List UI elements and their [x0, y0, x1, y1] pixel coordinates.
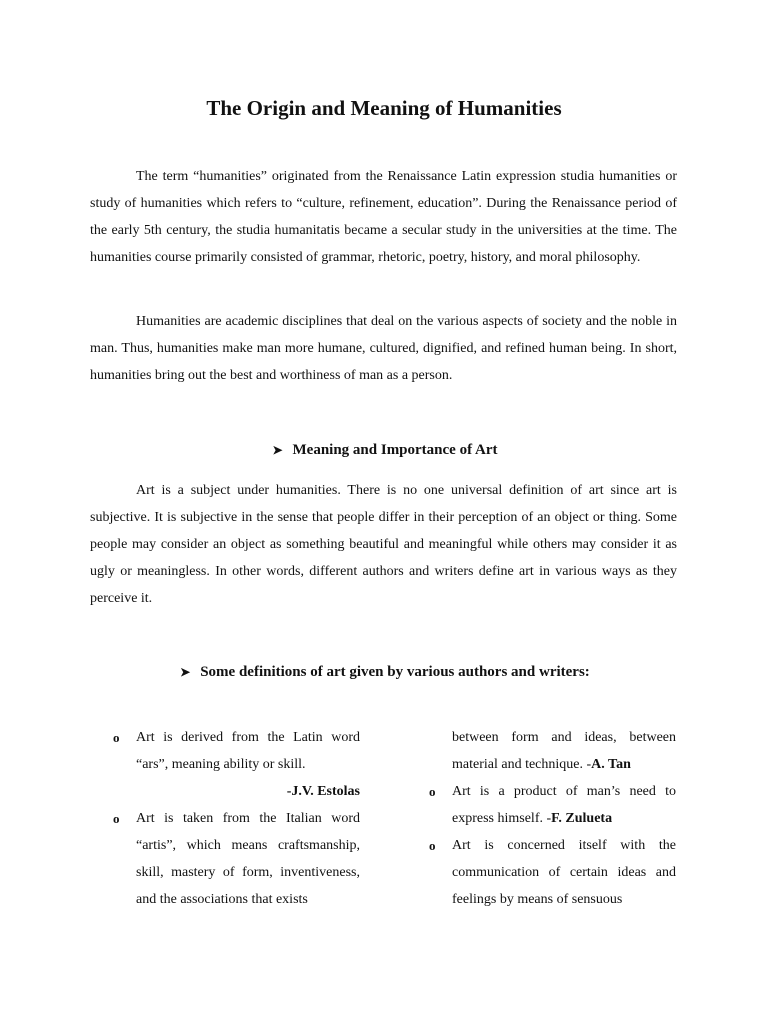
definitions-right-column	[429, 724, 676, 913]
definition-text-body: between form and ideas, between material and technique. -	[452, 730, 676, 772]
paragraph-origin: The term “humanities” originated from the Renaissance Latin expression studia humanities or study of humanities which refers to “culture, refinement, education”. During the Renaissance period of the early 5th century, the studia humanitatis became a secular study in the universities at the time. The humanities course primarily consisted of grammar, rhetoric, poetry, history, and moral philosophy.	[90, 169, 677, 265]
section-heading-meaning-of-art	[0, 439, 768, 461]
definition-item	[429, 832, 676, 913]
arrow-bullet-icon: ➤	[272, 443, 283, 457]
definition-text: Art is concerned itself with the communication of certain ideas and feelings by means of sensuous	[452, 838, 676, 907]
paragraph-humanities-definition: Humanities are academic disciplines that deal on the various aspects of society and the noble in man. Thus, humanities make man more humane, cultured, dignified, and refined human being. In short, humanities bring out the best and worthiness of man as a person.	[90, 314, 677, 383]
circle-bullet-icon: o	[429, 784, 436, 799]
paragraph-art-subject: Art is a subject under humanities. There is no one universal definition of art since art is subjective. It is subjective in the sense that people differ in their perception of an object or thing. Some people may consider an object as something beautiful and meaningful while others may consider it as ugly or meaningless. In other words, different authors and writers define art in various ways as they perceive it.	[90, 483, 677, 606]
definition-text: Art is derived from the Latin word “ars”, meaning ability or skill.	[136, 730, 360, 772]
definition-text	[452, 778, 676, 832]
definition-author: A. Tan	[591, 757, 631, 772]
definition-text: Art is taken from the Italian word “artis”, which means craftsmanship, skill, mastery of form, inventiveness, and the associations that exists	[136, 811, 360, 907]
definition-item	[113, 805, 360, 913]
definition-item	[429, 778, 676, 832]
circle-bullet-icon: o	[113, 811, 120, 826]
definition-item	[113, 724, 360, 805]
definition-author: F. Zulueta	[551, 811, 613, 826]
section-heading-text: Some definitions of art given by various authors and writers:	[200, 664, 590, 680]
section-heading-definitions	[0, 661, 768, 683]
circle-bullet-icon: o	[429, 838, 436, 853]
arrow-bullet-icon: ➤	[180, 665, 191, 679]
definition-text	[452, 724, 676, 778]
circle-bullet-icon: o	[113, 730, 120, 745]
definition-text-body: Art is a product of man’s need to express himself. -	[452, 784, 676, 826]
definition-item-continued	[429, 724, 676, 778]
definition-author: -J.V. Estolas	[286, 784, 360, 799]
page-title: The Origin and Meaning of Humanities	[206, 96, 562, 120]
definitions-left-column	[113, 724, 360, 913]
section-heading-text: Meaning and Importance of Art	[292, 442, 498, 458]
